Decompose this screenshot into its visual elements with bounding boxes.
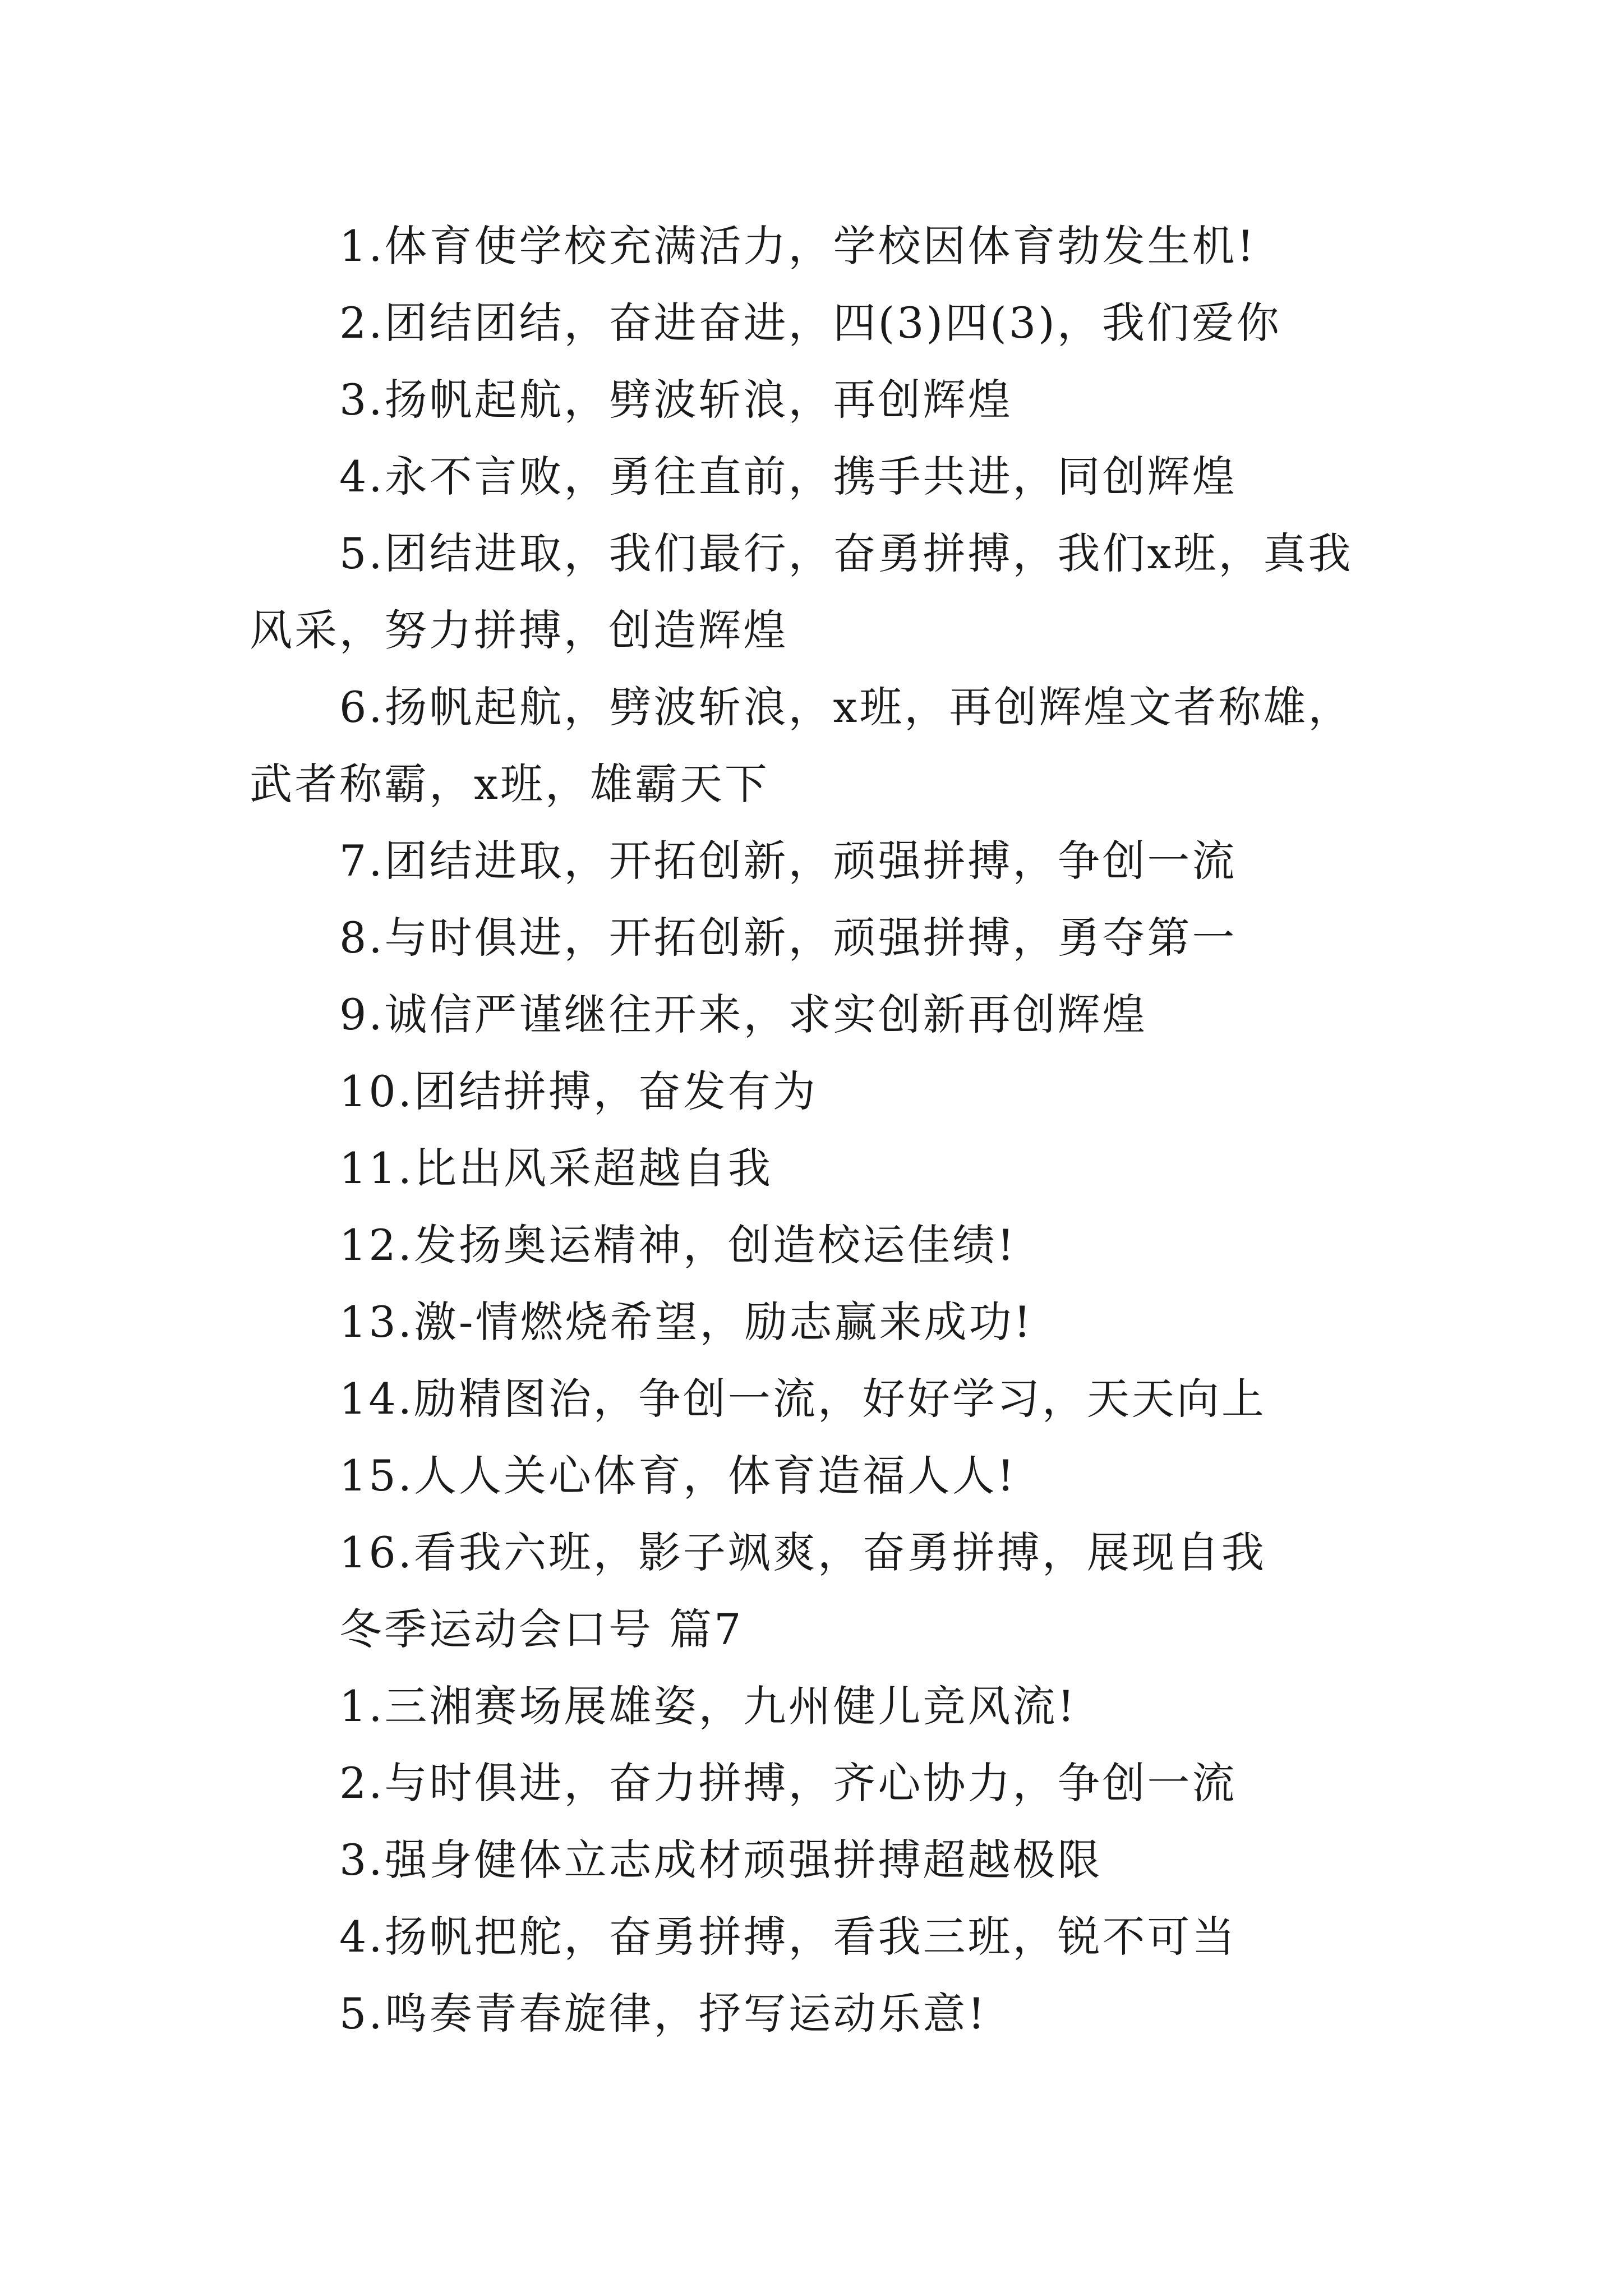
list-item: 16.看我六班，影子飒爽，奋勇拼搏，展现自我 — [339, 1527, 1266, 1577]
list-item: 11.比出风采超越自我 — [339, 1143, 773, 1193]
list-item: 4.扬帆把舵，奋勇拼搏，看我三班，锐不可当 — [339, 1912, 1237, 1962]
list-item: 8.与时俱进，开拓创新，顽强拼搏，勇夺第一 — [339, 913, 1237, 963]
list-item: 3.扬帆起航，劈波斩浪，再创辉煌 — [339, 375, 1013, 425]
list-item: 5.团结进取，我们最行，奋勇拼搏，我们x班，真我风采，努力拼搏，创造辉煌 — [250, 528, 1353, 655]
list-item: 2.与时俱进，奋力拼搏，齐心协力，争创一流 — [339, 1758, 1237, 1808]
list-item: 3.强身健体立志成材顽强拼搏超越极限 — [339, 1835, 1103, 1885]
list-item: 6.扬帆起航，劈波斩浪，x班，再创辉煌文者称雄，武者称霸，x班，雄霸天下 — [250, 682, 1353, 809]
list-item: 12.发扬奥运精神，创造校运佳绩! — [339, 1220, 1017, 1270]
list-item: 7.团结进取，开拓创新，顽强拼搏，争创一流 — [339, 836, 1237, 886]
list-item: 15.人人关心体育，体育造福人人! — [339, 1451, 1017, 1501]
list-item: 4.永不言败，勇往直前，携手共进，同创辉煌 — [339, 452, 1237, 501]
list-item: 9.诚信严谨继往开来，求实创新再创辉煌 — [339, 990, 1147, 1039]
section-heading: 冬季运动会口号 篇7 — [339, 1604, 744, 1654]
list-item: 13.激-情燃烧希望，励志赢来成功! — [339, 1297, 1034, 1347]
list-item: 1.体育使学校充满活力，学校因体育勃发生机! — [339, 221, 1257, 271]
document-body — [250, 208, 1394, 2052]
list-item: 2.团结团结，奋进奋进，四(3)四(3)，我们爱你 — [339, 298, 1281, 348]
list-item: 10.团结拼搏，奋发有为 — [339, 1066, 818, 1116]
list-item: 5.鸣奏青春旋律，抒写运动乐意! — [339, 1989, 988, 2039]
list-item: 14.励精图治，争创一流，好好学习，天天向上 — [339, 1374, 1266, 1424]
list-item: 1.三湘赛场展雄姿，九州健儿竞风流! — [339, 1681, 1077, 1731]
